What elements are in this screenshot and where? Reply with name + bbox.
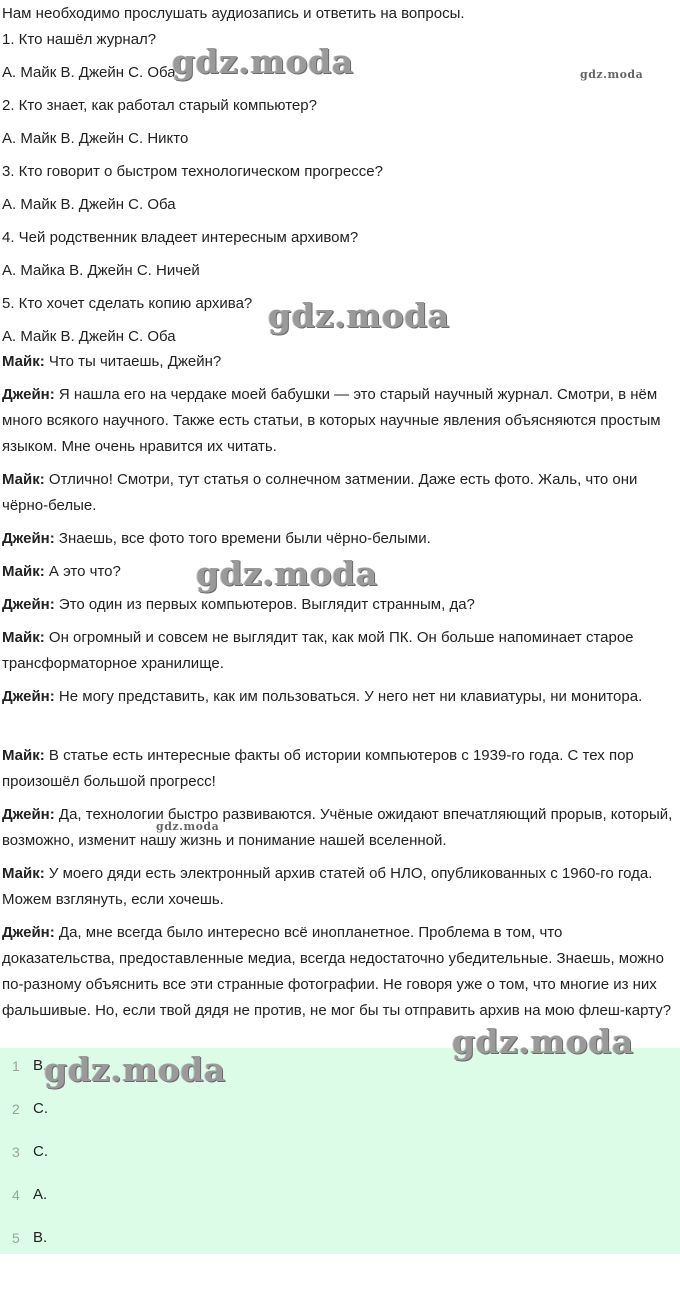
watermark: gdz.moda [196, 554, 378, 593]
question-3: 3. Кто говорит о быстром технологическом прогрессе? [2, 163, 383, 180]
options-2: A. Майк B. Джейн C. Никто [2, 130, 189, 147]
speaker-name: Майк: [2, 629, 45, 646]
answer-value: B. [33, 1057, 48, 1074]
options-1: A. Майк B. Джейн C. Оба [2, 64, 176, 81]
answer-number: 4 [12, 1187, 20, 1203]
answer-number: 1 [12, 1058, 20, 1074]
question-1: 1. Кто нашёл журнал? [2, 31, 157, 48]
dialogue-text: Знаешь, все фото того времени были чёрно-белыми. [54, 530, 431, 547]
dialogue-line [2, 684, 678, 710]
answer-value: B. [33, 1229, 48, 1246]
watermark-small: gdz.moda [156, 820, 220, 833]
dialogue-text: У моего дяди есть электронный архив статей об НЛО, опубликованных с 1960-го года. Можем взглянуть, если хочешь. [2, 865, 653, 908]
dialogue-text: Я нашла его на чердаке моей бабушки — это старый научный журнал. Смотри, в нём много всякого научного. Также есть статьи, в которых научные явления объясняются простым языком. Мне очень нравится их читать. [2, 386, 661, 455]
speaker-name: Майк: [2, 747, 45, 764]
watermark-small: gdz.moda [580, 68, 644, 81]
watermark: gdz.moda [44, 1050, 226, 1089]
speaker-name: Джейн: [2, 596, 55, 613]
question-4: 4. Чей родственник владеет интересным архивом? [2, 229, 359, 246]
answer-number: 5 [12, 1230, 20, 1246]
speaker-name: Джейн: [2, 688, 55, 705]
question-2: 2. Кто знает, как работал старый компьютер? [2, 97, 317, 114]
answer-value: C. [33, 1143, 48, 1160]
options-4: A. Майка B. Джейн C. Ничей [2, 262, 200, 279]
dialogue-line [2, 592, 678, 618]
dialogue-text: Отлично! Смотри, тут статья о солнечном затмении. Даже есть фото. Жаль, что они чёрно-белые. [2, 471, 638, 514]
speaker-name: Джейн: [2, 924, 55, 941]
dialogue-text: Это один из первых компьютеров. Выглядит странным, да? [54, 596, 475, 613]
dialogue-line [2, 802, 678, 854]
dialogue-text: А это что? [44, 563, 121, 580]
answer-number: 3 [12, 1144, 20, 1160]
dialogue-text: В статье есть интересные факты об истории компьютеров с 1939-го года. С тех пор произошёл большой прогресс! [2, 747, 634, 790]
speaker-name: Джейн: [2, 386, 55, 403]
dialogue-line [2, 920, 678, 1024]
answer-value: A. [33, 1186, 48, 1203]
dialogue-text: Что ты читаешь, Джейн? [44, 353, 222, 370]
dialogue-text: Он огромный и совсем не выглядит так, как мой ПК. Он больше напоминает старое трансформаторное хранилище. [2, 629, 634, 672]
dialogue-line [2, 349, 678, 375]
dialogue-line [2, 861, 678, 913]
speaker-name: Майк: [2, 471, 45, 488]
speaker-name: Джейн: [2, 530, 55, 547]
watermark: gdz.moda [452, 1022, 634, 1061]
dialogue-text: Да, технологии быстро развиваются. Учёные ожидают впечатляющий прорыв, который, возможно, изменит нашу жизнь и понимание нашей вселенной. [2, 806, 673, 849]
dialogue-line [2, 467, 678, 519]
dialogue-line [2, 382, 678, 460]
speaker-name: Майк: [2, 353, 45, 370]
answer-number: 2 [12, 1101, 20, 1117]
speaker-name: Джейн: [2, 806, 55, 823]
speaker-name: Майк: [2, 563, 45, 580]
speaker-name: Майк: [2, 865, 45, 882]
options-5: A. Майк B. Джейн C. Оба [2, 328, 176, 345]
dialogue-line [2, 625, 678, 677]
intro-text: Нам необходимо прослушать аудиозапись и ответить на вопросы. [2, 5, 465, 22]
watermark: gdz.moda [172, 42, 354, 81]
question-5: 5. Кто хочет сделать копию архива? [2, 295, 253, 312]
dialogue-line [2, 743, 678, 795]
options-3: A. Майк B. Джейн C. Оба [2, 196, 176, 213]
dialogue-text: Не могу представить, как им пользоваться. У него нет ни клавиатуры, ни монитора. [54, 688, 643, 705]
dialogue-text: Да, мне всегда было интересно всё инопланетное. Проблема в том, что доказательства, предоставленные медиа, всегда недостаточно убедительные. Знаешь, можно по-разному объяснить все эти странные фотографии. Не говоря уже о том, что многие из них фальшивые. Но, если твой дядя не против, не мог бы ты отправить архив на мою флеш-карту? [2, 924, 672, 1019]
answer-value: C. [33, 1100, 48, 1117]
watermark: gdz.moda [268, 296, 450, 335]
dialogue-line [2, 526, 678, 552]
